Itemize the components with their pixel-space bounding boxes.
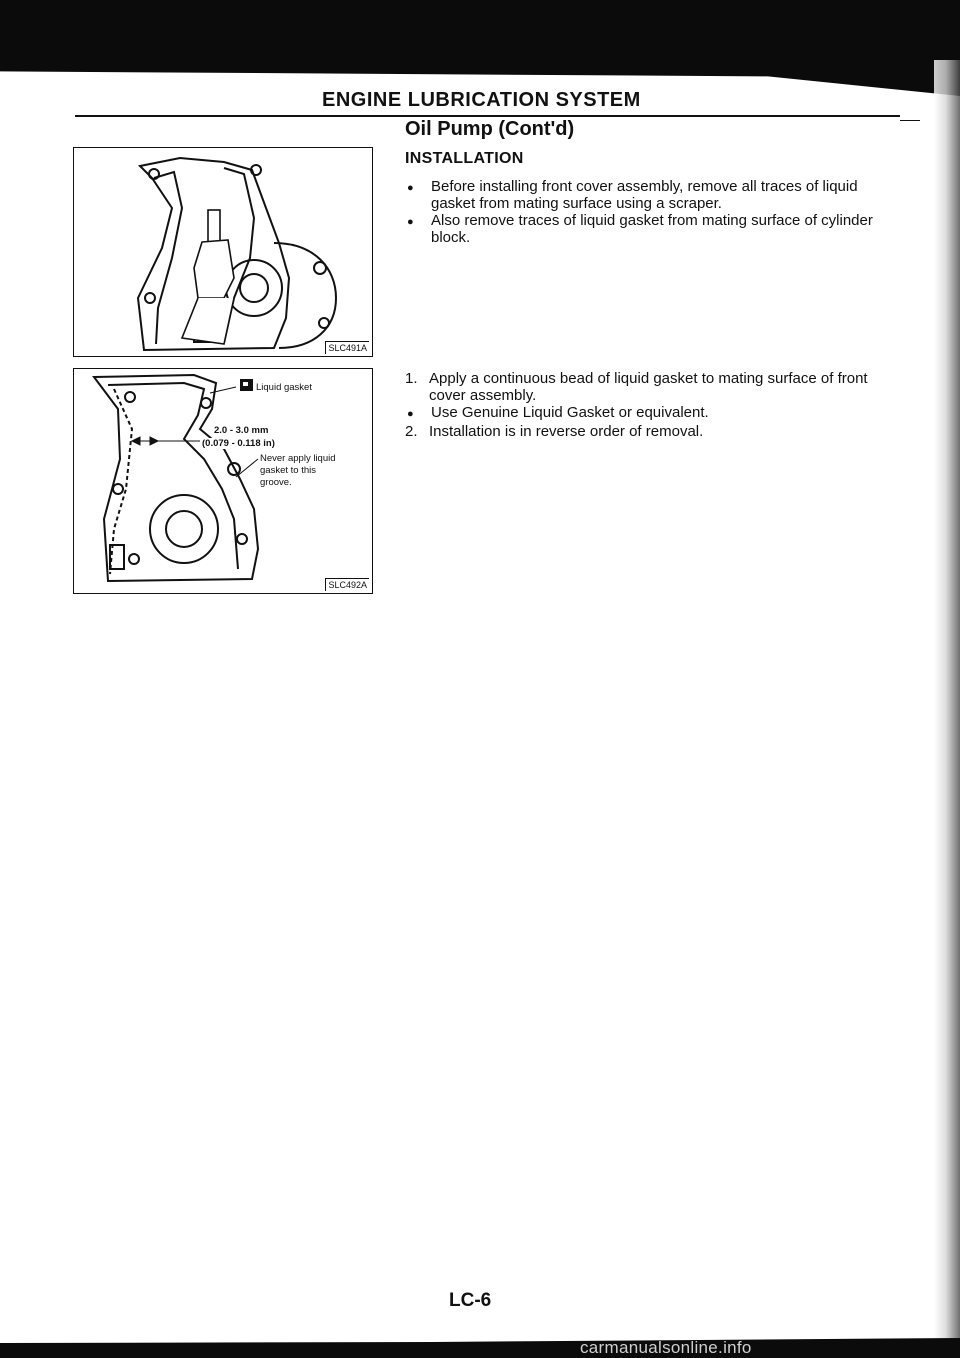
- watermark: carmanualsonline.info: [580, 1338, 752, 1357]
- right-scan-edge: [934, 60, 960, 1358]
- installation-heading: INSTALLATION: [405, 150, 524, 167]
- section-title: ENGINE LUBRICATION SYSTEM: [322, 89, 641, 111]
- sub-title: Oil Pump (Cont'd): [405, 118, 575, 140]
- bullet-mark: ●: [407, 216, 414, 228]
- legend-label: Liquid gasket: [256, 382, 312, 393]
- note-line-3: groove.: [260, 477, 292, 488]
- figure-scraper: [73, 147, 373, 357]
- bullet-list-top: [405, 178, 905, 246]
- bullet-text: Before installing front cover assembly, remove all traces of liquid gasket from mating surface using a scraper.: [431, 178, 858, 212]
- figure-code: SLC492A: [325, 578, 369, 591]
- note-line-2: gasket to this: [260, 465, 316, 476]
- list-item: [405, 212, 905, 246]
- front-cover-scraping-illustration: [74, 148, 372, 356]
- dimension-in: (0.079 - 0.118 in): [202, 438, 275, 449]
- header-rule-tail: [900, 120, 920, 121]
- figure-gasket: [73, 368, 373, 594]
- bullet-text: Also remove traces of liquid gasket from mating surface of cylinder block.: [431, 212, 873, 246]
- header-rule: [75, 115, 900, 117]
- list-item: [405, 370, 905, 404]
- note-line-1: Never apply liquid: [260, 453, 336, 464]
- top-scan-band: [0, 0, 960, 68]
- dimension-mm: 2.0 - 3.0 mm: [214, 425, 269, 436]
- front-cover-gasket-illustration: [74, 369, 372, 593]
- step-text: Use Genuine Liquid Gasket or equivalent.: [431, 404, 709, 421]
- list-item: [405, 404, 905, 423]
- bullet-mark: ●: [407, 408, 414, 420]
- list-item: [405, 423, 905, 440]
- step-text: Apply a continuous bead of liquid gasket to mating surface of front cover assembly.: [429, 370, 868, 404]
- step-number: 1.: [405, 370, 418, 387]
- page-number: LC-6: [449, 1290, 492, 1311]
- figure-code: SLC491A: [325, 341, 369, 354]
- list-item: [405, 178, 905, 212]
- steps-list: [405, 370, 905, 440]
- bottom-scan-band: [0, 1338, 960, 1358]
- bullet-mark: ●: [407, 182, 414, 194]
- step-text: Installation is in reverse order of removal.: [429, 423, 704, 440]
- legend-gasket: [240, 379, 312, 393]
- liquid-gasket-icon: [240, 379, 253, 391]
- hand-scraper-icon: [182, 210, 234, 344]
- step-number: 2.: [405, 423, 418, 440]
